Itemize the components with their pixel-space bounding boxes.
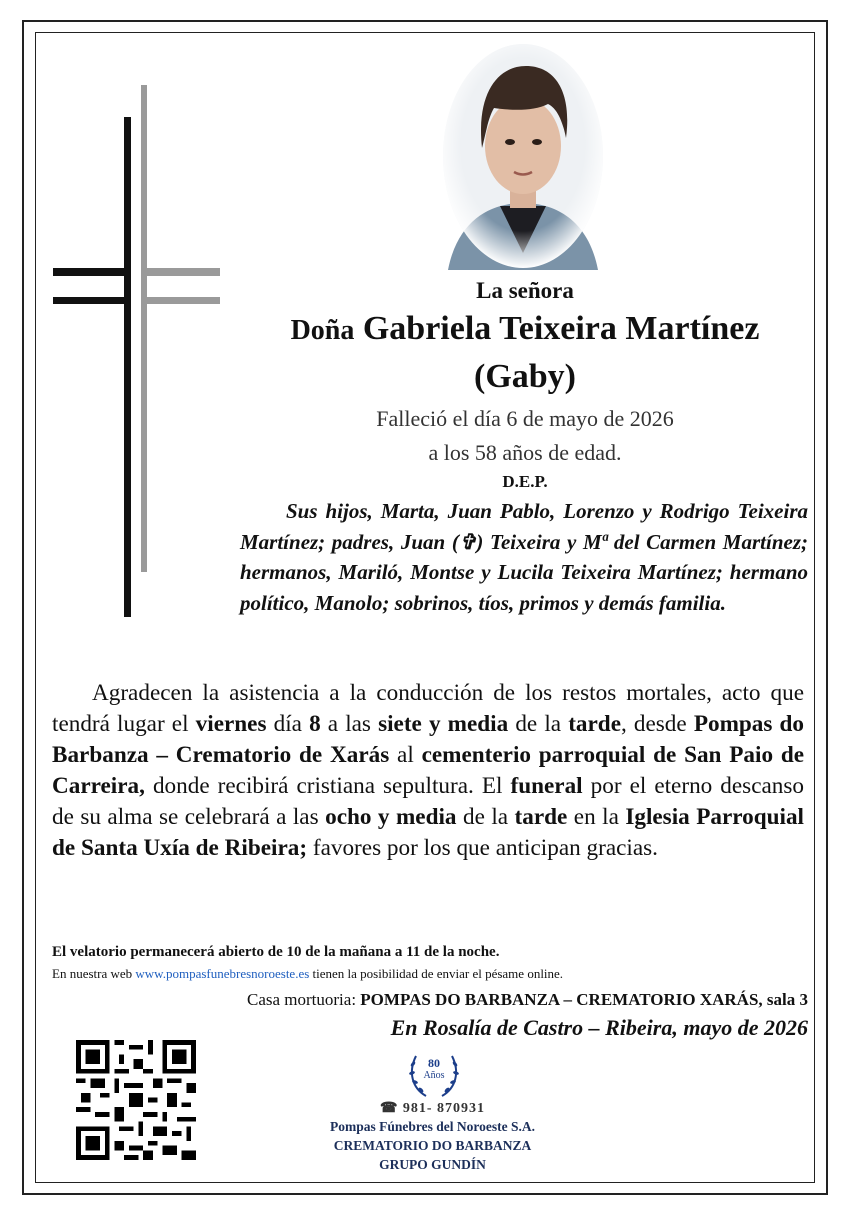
dep-label: D.E.P. — [502, 472, 548, 491]
crematorium-name: CREMATORIO DO BARBANZA — [333, 1138, 532, 1153]
vigil-info: El velatorio permanecerá abierto de 10 de la mañana a 11 de la noche. — [52, 944, 500, 960]
deceased-name — [230, 310, 820, 348]
title-prefix: La señora — [476, 278, 574, 303]
web-info: En nuestra web www.pompasfunebresnoroeste.es tienen la posibilidad de enviar el pésame online. — [52, 966, 564, 981]
name-prefix: Doña — [290, 315, 355, 346]
anniversary-logo — [404, 1042, 464, 1102]
company-info — [290, 1117, 575, 1174]
death-date: Falleció el día 6 de mayo de 2026 — [376, 406, 674, 431]
logo-number: 80 — [428, 1056, 440, 1070]
phone-number: ☎ 981- 870931 — [379, 1101, 486, 1116]
logo-word: Años — [423, 1070, 445, 1081]
portrait-photo — [438, 38, 608, 270]
place-date: En Rosalía de Castro – Ribeira, mayo de 2026 — [390, 1015, 808, 1040]
family-text: Sus hijos, Marta, Juan Pablo, Lorenzo y Rodrigo Teixeira Martínez; padres, Juan (✞) Teixeira y Mª del Carmen Martínez; hermanos, Mariló, Montse y Lucila Teixeira Martínez; hermano político, Manolo; sobrinos, tíos, primos y demás familia. — [240, 499, 808, 615]
group-name: GRUPO GUNDÍN — [379, 1157, 486, 1172]
qr-code-icon[interactable] — [76, 1040, 196, 1160]
age: a los 58 años de edad. — [428, 440, 622, 465]
full-name: Gabriela Teixeira Martínez — [362, 310, 760, 347]
nickname: (Gaby) — [474, 358, 576, 395]
ceremony-text: Agradecen la asistencia a la conducción de los restos mortales, acto que tendrá lugar el viernes día 8 a las siete y media de la tarde, desde Pompas do Barbanza – Crematorio de Xarás al cementerio parroquial de San Paio de Carreira, donde recibirá cristiana sepultura. El funeral por el eterno descanso de su alma se celebrará a las ocho y media de la tarde en la Iglesia Parroquial de Santa Uxía de Ribeira; favores por los que anticipan gracias. — [52, 680, 805, 861]
funeral-home: Casa mortuoria: POMPAS DO BARBANZA – CREMATORIO XARÁS, sala 3 — [246, 990, 808, 1009]
death-info — [230, 402, 820, 470]
website-link[interactable]: www.pompasfunebresnoroeste.es — [135, 966, 310, 981]
company-name: Pompas Fúnebres del Noroeste S.A. — [330, 1119, 535, 1134]
